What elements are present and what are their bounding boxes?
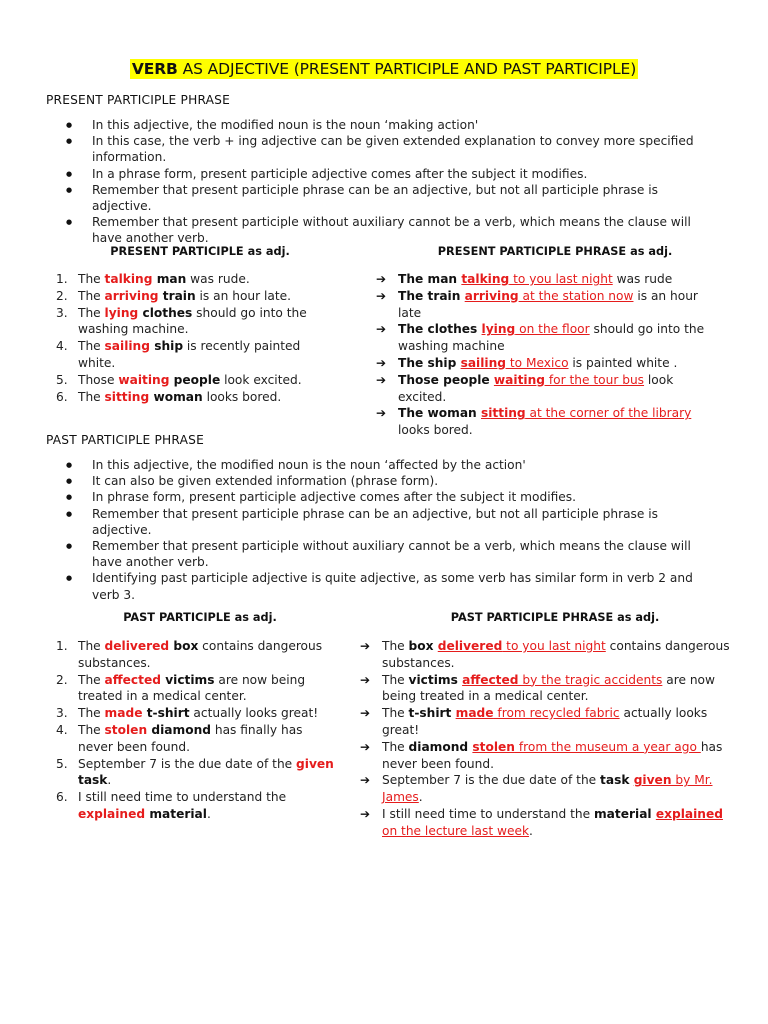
- list-item: [360, 772, 732, 806]
- participle-word: sitting: [104, 389, 150, 404]
- plain-text: September 7 is the due date of the: [78, 756, 297, 771]
- past-left-header: PAST PARTICIPLE as adj.: [123, 611, 277, 624]
- phrase-extension: to Mexico: [506, 355, 569, 370]
- arrow-icon: ➔: [360, 739, 371, 754]
- plain-text: is an hour late.: [195, 288, 292, 303]
- participle-word: lying: [104, 305, 139, 320]
- item-number: 1.: [56, 639, 68, 653]
- plain-text: The: [382, 739, 409, 754]
- list-item: [54, 705, 336, 722]
- plain-text: The: [382, 639, 409, 653]
- plain-text: has never been found.: [382, 739, 723, 771]
- arrow-icon: ➔: [360, 639, 371, 653]
- noun-word: task: [78, 773, 108, 788]
- list-item: [54, 789, 336, 823]
- present-heading: PRESENT PARTICIPLE PHRASE: [46, 93, 230, 107]
- participle-word: given: [296, 756, 334, 771]
- participle-word: waiting: [493, 372, 545, 387]
- participle-word: made: [104, 706, 143, 721]
- phrase-extension: by the tragic accidents: [518, 672, 663, 687]
- phrase-extension: by Mr. James: [382, 773, 713, 805]
- noun-word: t-shirt: [142, 706, 190, 721]
- item-number: 3.: [56, 305, 68, 320]
- noun-word: diamond: [408, 739, 473, 754]
- noun-word: train: [158, 288, 196, 303]
- plain-text: actually looks great!: [189, 706, 319, 721]
- noun-word: task: [600, 773, 634, 788]
- past-right-list: [360, 638, 732, 840]
- item-number: 4.: [56, 339, 68, 354]
- participle-word: stolen: [472, 739, 515, 754]
- plain-text: was rude: [612, 272, 673, 286]
- arrow-icon: ➔: [376, 372, 387, 387]
- list-item: [360, 806, 732, 840]
- item-number: 5.: [56, 372, 68, 387]
- list-item: [376, 405, 716, 439]
- phrase-extension: for the tour bus: [544, 372, 645, 387]
- noun-word: people: [169, 372, 221, 387]
- arrow-icon: ➔: [376, 272, 387, 286]
- plain-text: Those: [78, 372, 119, 387]
- list-item: [54, 338, 336, 372]
- noun-word: box: [408, 639, 438, 653]
- list-item: [360, 638, 732, 672]
- list-item: [54, 722, 336, 756]
- participle-word: delivered: [437, 639, 503, 653]
- plain-text: The: [78, 639, 105, 653]
- item-number: 3.: [56, 706, 68, 721]
- arrow-icon: ➔: [360, 706, 371, 721]
- list-item: [360, 705, 732, 739]
- plain-text: is recently painted white.: [78, 339, 301, 370]
- past-heading: PAST PARTICIPLE PHRASE: [46, 433, 204, 447]
- phrase-extension: on the lecture last week: [382, 823, 530, 838]
- noun-word: ship: [149, 339, 184, 354]
- noun-word: The man: [398, 272, 462, 286]
- list-item: [376, 321, 716, 355]
- participle-word: waiting: [118, 372, 170, 387]
- arrow-icon: ➔: [376, 355, 387, 370]
- arrow-icon: ➔: [376, 406, 387, 421]
- plain-text: was rude.: [186, 272, 250, 286]
- item-number: 4.: [56, 722, 68, 737]
- noun-word: box: [169, 639, 199, 653]
- noun-word: victims: [160, 672, 215, 687]
- plain-text: September 7 is the due date of the: [382, 773, 601, 788]
- list-item: [376, 288, 716, 322]
- plain-text: The: [78, 706, 105, 721]
- list-item: [54, 756, 336, 790]
- plain-text: The: [382, 672, 409, 687]
- item-number: 6.: [56, 389, 68, 404]
- plain-text: are now being treated in a medical center.: [78, 672, 306, 704]
- plain-text: look excited.: [398, 372, 674, 404]
- phrase-extension: to you last night: [509, 272, 613, 286]
- arrow-icon: ➔: [376, 322, 387, 337]
- plain-text: The: [78, 305, 105, 320]
- item-number: 2.: [56, 288, 68, 303]
- bullet-item: ● In this case, the verb + ing adjective can be given extended explanation to convey more specified information.: [62, 133, 702, 165]
- plain-text: The: [78, 389, 105, 404]
- plain-text: should go into the washing machine.: [78, 305, 307, 337]
- arrow-icon: ➔: [360, 672, 371, 687]
- noun-word: material: [145, 806, 207, 821]
- plain-text: looks bored.: [202, 389, 282, 404]
- page-title: [130, 59, 638, 79]
- list-item: [54, 672, 336, 706]
- participle-word: lying: [481, 322, 516, 337]
- noun-word: clothes: [138, 305, 193, 320]
- list-item: [376, 355, 716, 372]
- arrow-icon: ➔: [376, 288, 387, 303]
- plain-text: The: [78, 339, 105, 354]
- noun-word: The clothes: [398, 322, 482, 337]
- participle-word: arriving: [104, 288, 159, 303]
- noun-word: material: [593, 806, 656, 821]
- present-bullet-list: [62, 117, 702, 247]
- participle-word: arriving: [464, 288, 519, 303]
- noun-word: The ship: [398, 355, 461, 370]
- plain-text: is painted white .: [568, 355, 678, 370]
- title-wrap: [0, 59, 768, 79]
- bullet-item: ● Remember that present participle without auxiliary cannot be a verb, which means the clause will have another verb.: [62, 214, 702, 246]
- item-number: 1.: [56, 272, 68, 286]
- title-bold: VERB: [131, 60, 178, 78]
- list-item: [54, 288, 336, 305]
- participle-word: made: [455, 706, 494, 721]
- list-item: [54, 372, 336, 389]
- item-number: 5.: [56, 756, 68, 771]
- phrase-extension: from the museum a year ago: [514, 739, 701, 754]
- list-item: [54, 271, 336, 288]
- phrase-extension: to you last night: [502, 639, 606, 653]
- title-rest: AS ADJECTIVE (PRESENT PARTICIPLE AND PAST PARTICIPLE): [177, 60, 637, 78]
- list-item: [360, 672, 732, 706]
- plain-text: The: [382, 706, 409, 721]
- plain-text: .: [529, 823, 533, 838]
- arrow-icon: ➔: [360, 806, 371, 821]
- list-item: [376, 271, 716, 288]
- noun-word: The train: [398, 288, 465, 303]
- plain-text: actually looks great!: [382, 706, 708, 737]
- list-item: [54, 389, 336, 406]
- plain-text: contains dangerous substances.: [382, 639, 730, 670]
- plain-text: .: [107, 773, 112, 788]
- past-bullet-list: [62, 457, 702, 603]
- bullet-item: ● Identifying past participle adjective is quite adjective, as some verb has similar form in verb 2 and verb 3.: [62, 570, 702, 602]
- bullet-item: ● In this adjective, the modified noun is the noun ‘affected by the action': [62, 457, 702, 473]
- participle-word: talking: [461, 272, 510, 286]
- noun-word: The woman: [398, 406, 481, 421]
- participle-word: talking: [104, 272, 153, 286]
- past-right-header: PAST PARTICIPLE PHRASE as adj.: [450, 611, 660, 624]
- list-item: [360, 739, 732, 773]
- phrase-extension: at the corner of the library: [525, 406, 692, 421]
- present-right-header: PRESENT PARTICIPLE PHRASE as adj.: [437, 245, 673, 258]
- participle-word: stolen: [104, 722, 148, 737]
- bullet-item: ● In phrase form, present participle adjective comes after the subject it modifies.: [62, 489, 702, 505]
- phrase-extension: on the floor: [515, 322, 590, 337]
- plain-text: The: [78, 288, 105, 303]
- plain-text: I still need time to understand the: [78, 790, 287, 805]
- list-item: [54, 638, 336, 672]
- plain-text: are now being treated in a medical center.: [382, 672, 715, 704]
- participle-word: explained: [655, 806, 723, 821]
- participle-word: affected: [104, 672, 161, 687]
- noun-word: victims: [408, 672, 463, 687]
- plain-text: contains dangerous substances.: [78, 639, 323, 670]
- plain-text: The: [78, 722, 105, 737]
- list-item: [54, 305, 336, 339]
- bullet-item: ● It can also be given extended information (phrase form).: [62, 473, 702, 489]
- plain-text: look excited.: [220, 372, 302, 387]
- item-number: 2.: [56, 672, 68, 687]
- noun-word: diamond: [147, 722, 211, 737]
- arrow-icon: ➔: [360, 773, 371, 788]
- plain-text: .: [418, 790, 423, 805]
- bullet-item: ● Remember that present participle phrase can be an adjective, but not all participle phrase is adjective.: [62, 506, 702, 538]
- noun-word: t-shirt: [408, 706, 456, 721]
- bullet-item: ● Remember that present participle phrase can be an adjective, but not all participle phrase is adjective.: [62, 182, 702, 214]
- plain-text: looks bored.: [398, 423, 473, 438]
- bullet-item: ● Remember that present participle without auxiliary cannot be a verb, which means the clause will have another verb.: [62, 538, 702, 570]
- plain-text: .: [206, 806, 211, 821]
- participle-word: sailing: [460, 355, 506, 370]
- noun-word: woman: [149, 389, 203, 404]
- plain-text: is an hour late: [398, 288, 698, 320]
- past-left-list: [54, 638, 336, 823]
- bullet-item: ● In a phrase form, present participle adjective comes after the subject it modifies.: [62, 166, 702, 182]
- participle-word: affected: [462, 672, 519, 687]
- participle-word: delivered: [104, 639, 170, 653]
- present-left-list: [54, 271, 336, 405]
- noun-word: man: [152, 272, 187, 286]
- present-left-header: PRESENT PARTICIPLE as adj.: [110, 245, 290, 258]
- present-right-list: [376, 271, 716, 439]
- participle-word: given: [633, 773, 672, 788]
- participle-word: sitting: [480, 406, 526, 421]
- item-number: 6.: [56, 790, 68, 805]
- plain-text: should go into the washing machine: [398, 322, 705, 354]
- noun-word: Those people: [398, 372, 494, 387]
- phrase-extension: at the station now: [518, 288, 634, 303]
- plain-text: The: [78, 672, 105, 687]
- plain-text: has finally has never been found.: [78, 722, 303, 754]
- list-item: [376, 372, 716, 406]
- bullet-item: ● In this adjective, the modified noun is the noun ‘making action': [62, 117, 702, 133]
- participle-word: sailing: [104, 339, 150, 354]
- participle-word: explained: [78, 806, 146, 821]
- plain-text: I still need time to understand the: [382, 806, 594, 821]
- plain-text: The: [78, 272, 105, 286]
- phrase-extension: from recycled fabric: [493, 706, 620, 721]
